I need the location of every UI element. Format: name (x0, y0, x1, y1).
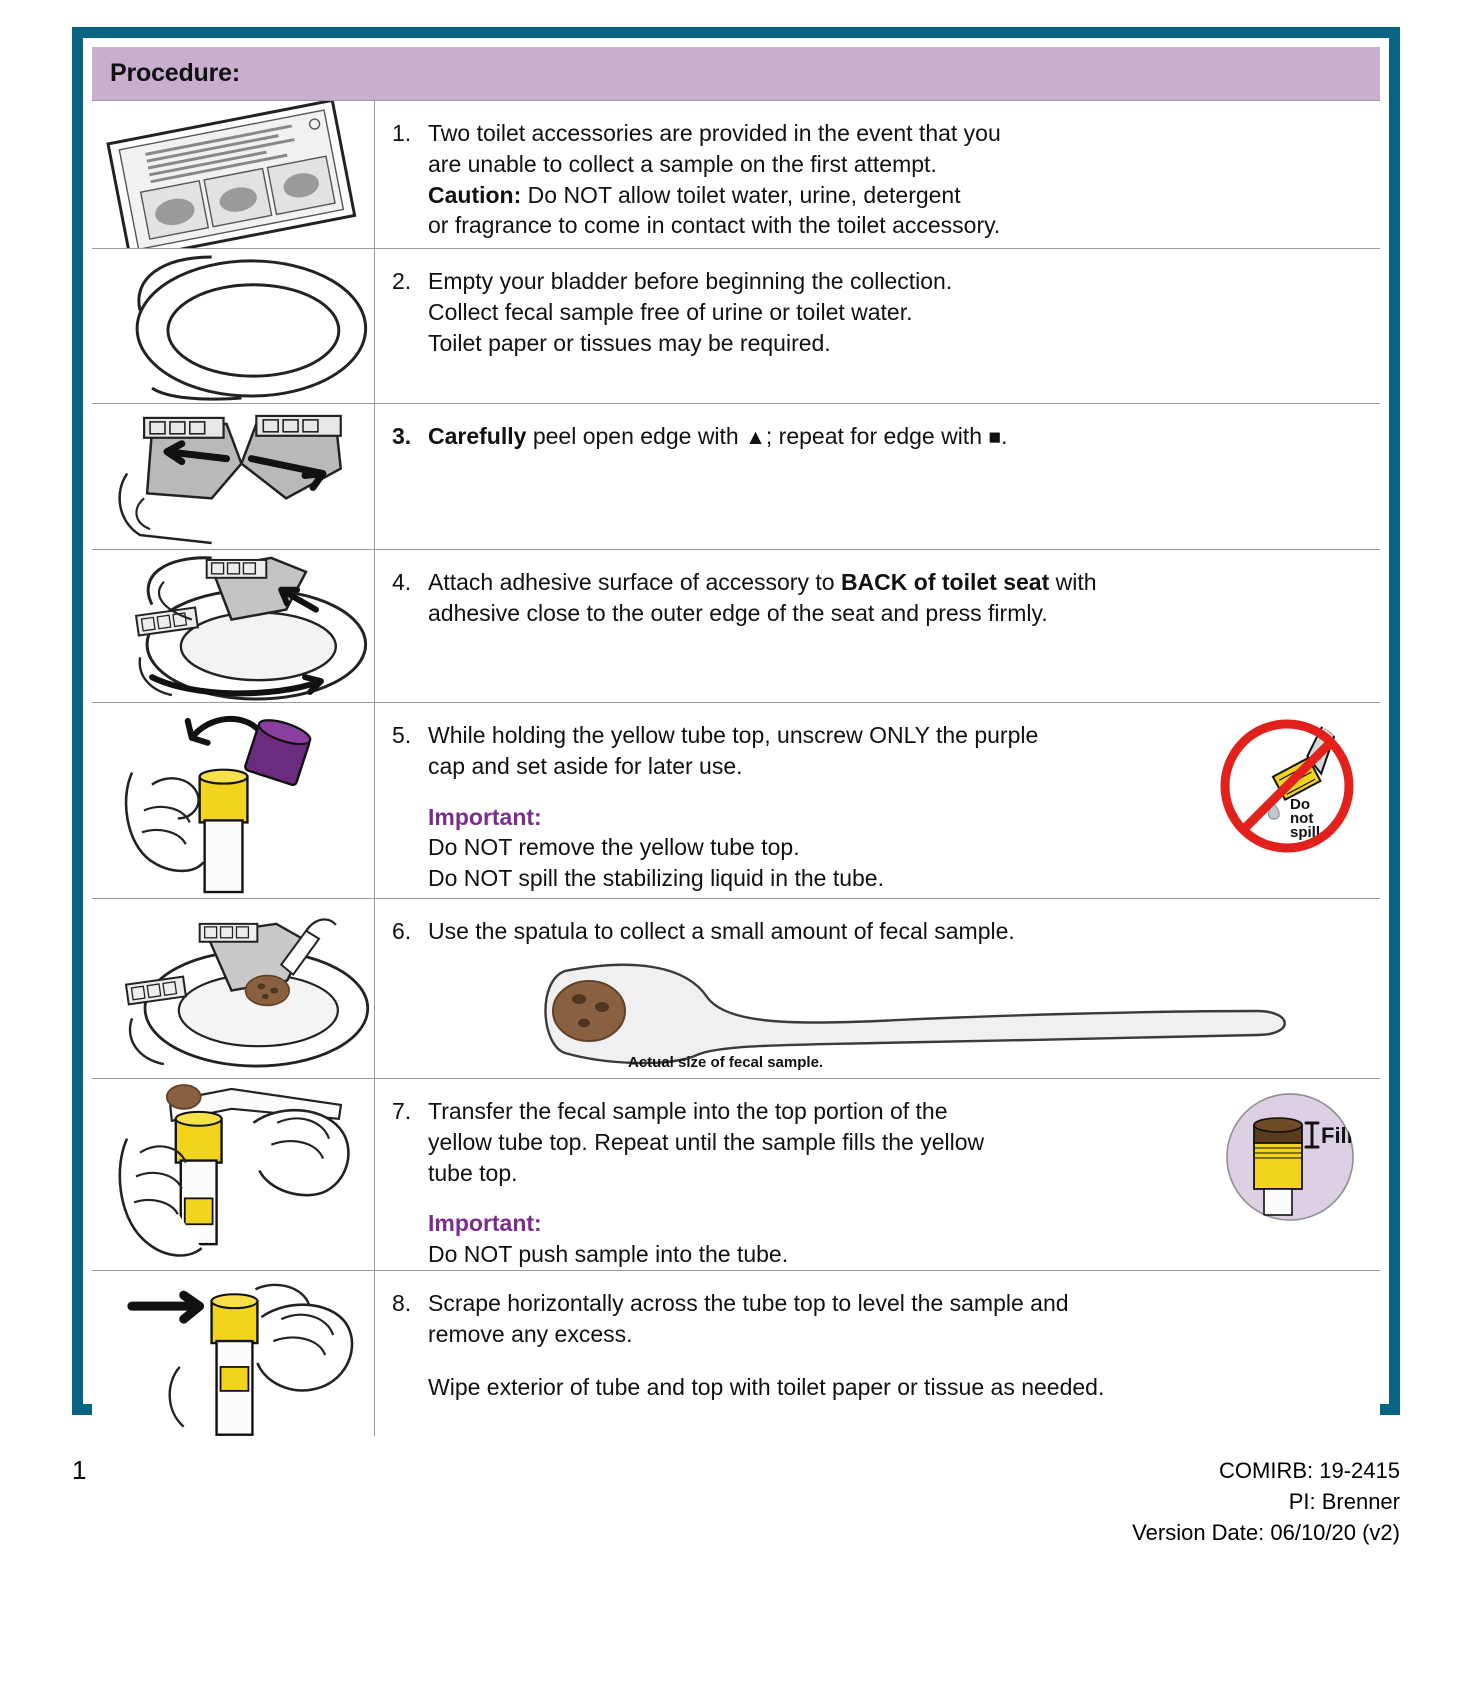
step-2-line-2: Collect fecal sample free of urine or toilet water. (428, 298, 913, 325)
procedure-header-title: Procedure: (110, 59, 240, 87)
step-number: 6. (392, 918, 412, 944)
step-number: 7. (392, 1098, 412, 1124)
actual-size-caption: Actual size of fecal sample. (628, 1053, 824, 1071)
step-1-caution-text: Do NOT allow toilet water, urine, detergent (521, 181, 961, 208)
step-5-sub-2: Do NOT spill the stabilizing liquid in the tube. (428, 865, 884, 892)
step-5-sub-1: Do NOT remove the yellow tube top. (428, 834, 800, 861)
step-7-image-cell (92, 1079, 375, 1270)
step-number: 1. (392, 120, 412, 146)
step-1-line-1: Two toilet accessories are provided in the event that you (428, 120, 1001, 146)
step-3-part-1: peel open edge with (526, 423, 746, 449)
step-7-line-3: tube top. (428, 1159, 518, 1186)
do-not-spill-icon (1218, 717, 1356, 855)
step-number: 4. (392, 569, 412, 595)
step-1-line-2: are unable to collect a sample on the first attempt. (428, 150, 937, 177)
unscrew-purple-cap-illustration (92, 703, 374, 898)
step-text (428, 1288, 1069, 1350)
table-row (92, 1271, 1380, 1436)
principal-investigator: PI: Brenner (1288, 1489, 1400, 1515)
triangle-icon: ▲ (745, 426, 766, 449)
step-4-line-2: adhesive close to the outer edge of the seat and press firmly. (428, 599, 1048, 626)
step-7-text-cell (375, 1079, 1380, 1270)
step-4-text-cell (375, 550, 1380, 702)
step-8-image-cell (92, 1271, 375, 1436)
procedure-header-bar (92, 47, 1380, 100)
step-8-trailing-paragraph: Wipe exterior of tube and top with toilet paper or tissue as needed. (428, 1373, 1105, 1400)
step-1-text-cell (375, 101, 1380, 248)
step-2-text-cell (375, 249, 1380, 403)
step-7-sub-1: Do NOT push sample into the tube. (428, 1241, 789, 1268)
spatula-diagram (388, 953, 1366, 1073)
step-text (428, 720, 1038, 782)
step-text (428, 421, 1007, 452)
svg-text:spill: spill (1290, 824, 1321, 841)
step-3-image-cell (92, 404, 375, 549)
step-number: 3. (392, 423, 412, 449)
step-7-important-label: Important: (428, 1210, 542, 1237)
table-row (92, 101, 1380, 249)
svg-text:not: not (1290, 810, 1314, 827)
table-row (92, 404, 1380, 550)
step-1-image-cell (92, 101, 375, 248)
footer-meta (1132, 1455, 1400, 1549)
step-5-image-cell (92, 703, 375, 898)
step-1-line-4: or fragrance to come in contact with the toilet accessory. (428, 212, 1001, 239)
svg-text:Do: Do (1290, 796, 1310, 813)
step-3-period: . (1001, 423, 1008, 449)
step-text (428, 118, 1001, 241)
step-8-line-2: remove any excess. (428, 1320, 633, 1347)
fill-label: Fill (1321, 1123, 1353, 1148)
toilet-bowl-illustration (92, 249, 374, 403)
step-3-carefully: Carefully (428, 423, 527, 449)
version-date: Version Date: 06/10/20 (v2) (1132, 1520, 1400, 1546)
peel-open-accessory-illustration (92, 404, 374, 549)
step-text (428, 916, 1015, 947)
step-4-part-2: with (1049, 569, 1097, 595)
step-5-line-2: cap and set aside for later use. (428, 752, 743, 779)
table-row (92, 703, 1380, 899)
page-footer (0, 1455, 1472, 1549)
step-number: 8. (392, 1290, 412, 1316)
step-7-line-1: Transfer the fecal sample into the top portion of the (428, 1098, 948, 1124)
step-4-image-cell (92, 550, 375, 702)
table-row (92, 899, 1380, 1079)
transfer-sample-to-tube-top-illustration (92, 1079, 374, 1270)
step-8-line-1: Scrape horizontally across the tube top to level the sample and (428, 1290, 1069, 1316)
comirb-number: COMIRB: 19-2415 (1219, 1458, 1400, 1483)
table-row (92, 249, 1380, 404)
step-3-part-2: ; repeat for edge with (765, 423, 989, 449)
step-2-image-cell (92, 249, 375, 403)
table-row (92, 550, 1380, 703)
scrape-level-sample-illustration (92, 1271, 374, 1436)
procedure-frame-inner (92, 47, 1380, 1400)
step-number: 5. (392, 722, 412, 748)
fill-level-icon (1226, 1093, 1354, 1221)
step-text (428, 567, 1097, 629)
step-6-line-1: Use the spatula to collect a small amount of fecal sample. (428, 918, 1015, 944)
step-5-text-cell (375, 703, 1380, 898)
step-8-text-cell (375, 1271, 1380, 1436)
square-icon: ■ (988, 426, 1002, 449)
step-6-text-cell (375, 899, 1380, 1078)
step-4-back-of-seat: BACK of toilet seat (840, 569, 1050, 595)
step-4-part-1: Attach adhesive surface of accessory to (428, 569, 841, 595)
step-5-line-1: While holding the yellow tube top, unscrew ONLY the purple (428, 722, 1039, 748)
collect-sample-with-spatula-illustration (92, 899, 374, 1078)
procedure-frame (72, 27, 1400, 1415)
page-number: 1 (72, 1455, 87, 1485)
toilet-accessory-package-illustration (92, 101, 374, 248)
attach-accessory-to-toilet-seat-illustration (92, 550, 374, 702)
step-text (428, 1096, 984, 1188)
step-1-caution-label: Caution: (428, 181, 522, 208)
step-2-line-3: Toilet paper or tissues may be required. (428, 329, 831, 356)
step-text (428, 266, 952, 358)
step-5-important-label: Important: (428, 803, 542, 830)
table-row (92, 1079, 1380, 1271)
step-7-line-2: yellow tube top. Repeat until the sample fills the yellow (428, 1128, 985, 1155)
step-3-text-cell (375, 404, 1380, 549)
step-number: 2. (392, 268, 412, 294)
step-6-image-cell (92, 899, 375, 1078)
step-2-line-1: Empty your bladder before beginning the collection. (428, 268, 953, 294)
procedure-steps-table (92, 100, 1380, 1436)
